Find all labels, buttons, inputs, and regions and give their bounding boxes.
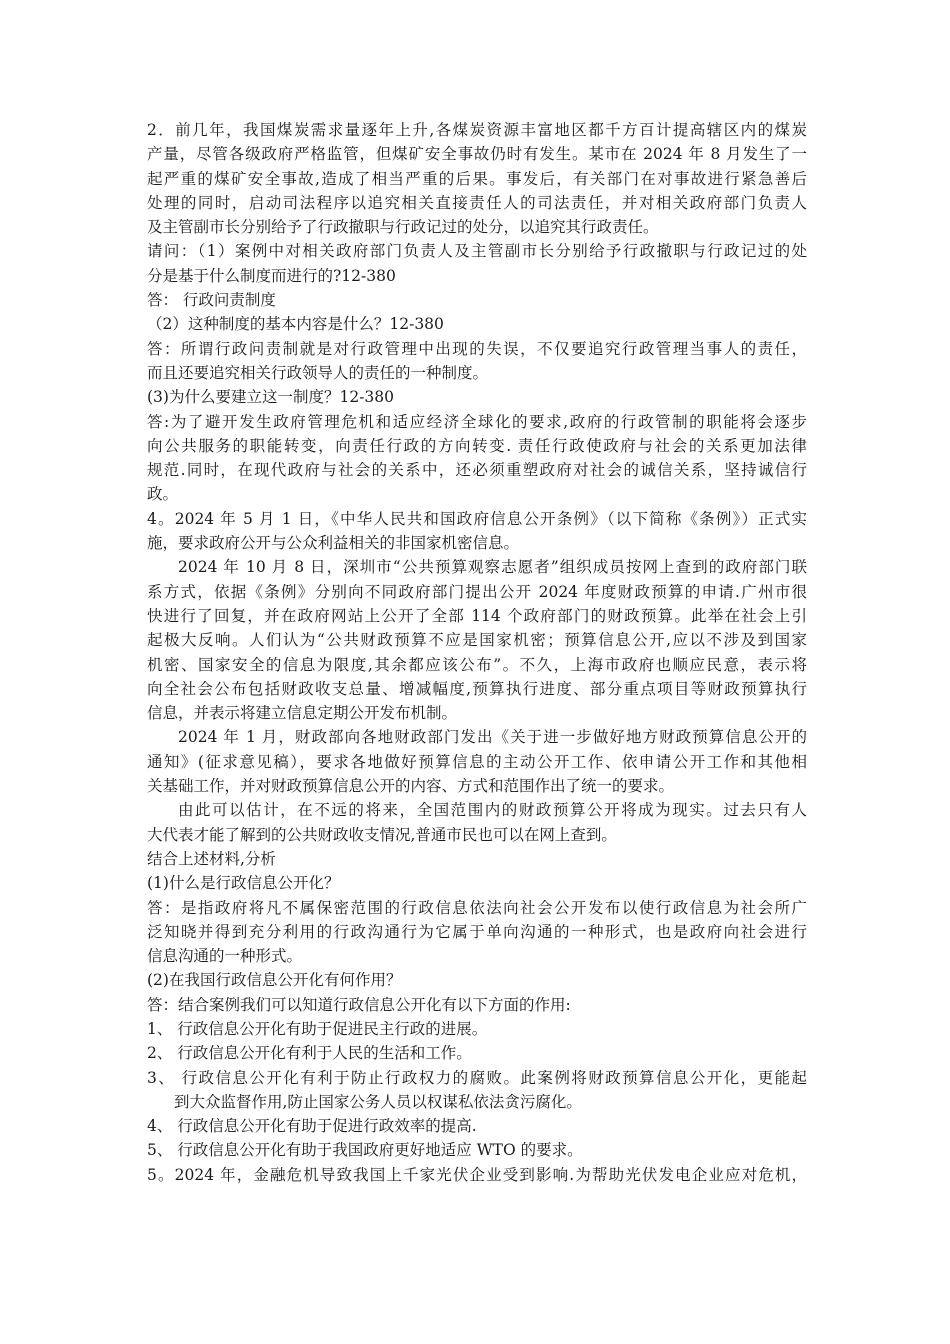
text-line: 4。2024 年 5 月 1 日，《中华人民共和国政府信息公开条例》（以下简称《条例》）正式实 [147,509,807,528]
text-line: 处理的同时，启动司法程序以追究相关直接责任人的司法责任，并对相关政府部门负责人 [147,193,807,212]
text-line: 2024 年 10 月 8 日，深圳市“公共预算观察志愿者”组织成员按网上查到的政府部门联 [178,558,807,577]
text-line: 4、 行政信息公开化有助于促进行政效率的提高. [147,1117,477,1136]
text-line: 分是基于什么制度而进行的?12-380 [147,266,396,285]
text-line: 到大众监督作用,防止国家公务人员以权谋私依法贪污腐化。 [174,1092,582,1111]
text-line: (1)什么是行政信息公开化？ [147,874,340,893]
text-line: 信息，并表示将建立信息定期公开发布机制。 [147,704,458,723]
text-line: 向公共服务的职能转变，向责任行政的方向转变. 责任行政使政府与社会的关系更加法律 [147,436,807,455]
text-line: 关基础工作，并对财政预算信息公开的内容、方式和范围作出了统一的要求。 [147,777,675,796]
text-line: (3)为什么要建立这一制度？12-380 [147,388,395,407]
text-line: 信息沟通的一种形式。 [147,947,303,966]
text-line: 及主管副市长分别给予了行政撤职与行政记过的处分，以追究其行政责任。 [147,218,659,237]
text-line: 答：是指政府将凡不属保密范围的行政信息依法向社会公开发布以使行政信息为社会所广 [147,898,807,917]
text-line: 答： 行政问责制度 [147,291,276,310]
text-line: 系方式，依据《条例》分别向不同政府部门提出公开 2024 年度财政预算的申请.广州市很 [147,582,807,601]
text-line: 产量，尽管各级政府严格监管，但煤矿安全事故仍时有发生。某市在 2024 年 8 月发生了一 [147,145,807,164]
text-line: 而且还要追究相关行政领导人的责任的一种制度。 [147,363,489,382]
text-line: 2、 行政信息公开化有利于人民的生活和工作。 [147,1044,472,1063]
text-line: 答：所谓行政问责制就是对行政管理中出现的失误，不仅要追究行政管理当事人的责任， [147,339,807,358]
text-line: 泛知晓并得到充分利用的行政沟通行为它属于单向沟通的一种形式，也是政府向社会进行 [147,922,807,941]
text-line: 答：结合案例我们可以知道行政信息公开化有以下方面的作用: [147,995,571,1014]
text-line: 结合上述材料,分析 [147,849,276,868]
text-line: 1、 行政信息公开化有助于促进民主行政的进展。 [147,1019,488,1038]
text-line: 施，要求政府公开与公众利益相关的非国家机密信息。 [147,534,520,553]
text-line: 请问：（1）案例中对相关政府部门负责人及主管副市长分别给予行政撤职与行政记过的处 [147,242,807,261]
text-line: 答:为了避开发生政府管理危机和适应经济全球化的要求,政府的行政管制的职能将会逐步 [147,412,807,431]
text-line: 3、 行政信息公开化有利于防止行政权力的腐败。此案例将财政预算信息公开化，更能起 [147,1068,807,1087]
text-line: 5。2024 年，金融危机导致我国上千家光伏企业受到影响.为帮助光伏发电企业应对危机， [147,1165,807,1184]
text-line: 5、 行政信息公开化有助于我国政府更好地适应 WTO 的要求。 [147,1141,583,1160]
document-body [147,118,807,1187]
text-line: 2024 年 1 月，财政部向各地财政部门发出《关于进一步做好地方财政预算信息公开的 [178,728,807,747]
text-line: 起严重的煤矿安全事故,造成了相当严重的后果。事发后，有关部门在对事故进行紧急善后 [147,169,807,188]
text-line: 规范.同时，在现代政府与社会的关系中，还必须重塑政府对社会的诚信关系，坚持诚信行 [147,461,807,480]
text-line: 大代表才能了解到的公共财政收支情况,普通市民也可以在网上查到。 [147,825,617,844]
text-line: 政。 [147,485,179,504]
text-line: 机密、国家安全的信息为限度,其余都应该公布”。不久，上海市政府也顺应民意，表示将 [147,655,807,674]
text-line: （2）这种制度的基本内容是什么？12-380 [147,315,444,334]
text-line: 2．前几年，我国煤炭需求量逐年上升,各煤炭资源丰富地区都千方百计提高辖区内的煤炭 [147,121,807,139]
text-line: 起极大反响。人们认为“公共财政预算不应是国家机密；预算信息公开,应以不涉及到国家 [147,631,807,650]
text-line: 通知》(征求意见稿），要求各地做好预算信息的主动公开工作、依申请公开工作和其他相 [147,752,807,771]
text-line: 向全社会公布包括财政收支总量、增减幅度,预算执行进度、部分重点项目等财政预算执行 [147,679,807,698]
text-line: (2)在我国行政信息公开化有何作用？ [147,971,402,990]
text-line: 由此可以估计，在不远的将来，全国范围内的财政预算公开将成为现实。过去只有人 [178,801,807,820]
text-line: 快进行了回复，并在政府网站上公开了全部 114 个政府部门的财政预算。此举在社会上引 [147,606,807,625]
